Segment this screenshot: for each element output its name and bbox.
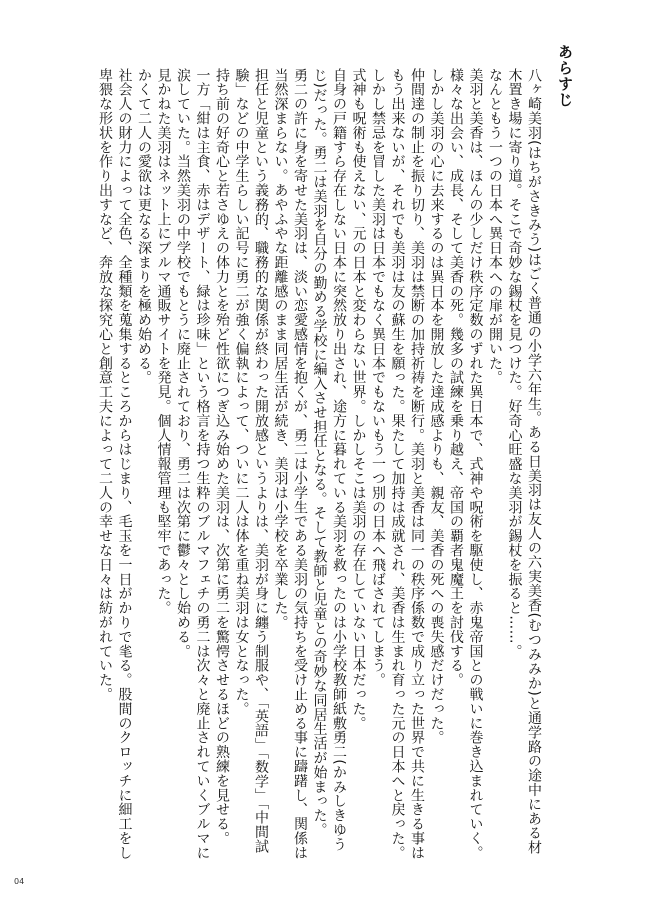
paragraph: しかし美羽の心に去来するのは異日本を開放した達成感よりも、親友、美香の死への喪失感だけだった。 [428, 68, 445, 745]
synopsis-text [97, 68, 543, 868]
paragraph: 持ち前の好奇心と若さゆえの体力とを殆ど性欲につぎ込み始めた美羽は、次第に勇二を驚愕させるほどの熟練を見せる。 [214, 68, 230, 846]
paragraph: 八ヶ崎美羽(はちがさきみう)はごく普通の小学六年生。ある日美羽は友人の六実美香(むつみみか)と通学路の途中にある材木置き場に寄り道。そこで奇妙な錫杖を見つけた。好奇心旺盛な美羽が錫杖を振ると……。 [506, 68, 542, 855]
paragraph: 一方「紺は主食、赤はデザート、緑は珍味」という格言を持つ生粋のブルマフェチの勇二は次々と廃止されていくブルマに涙していた。当然美羽の中学校でもとうに廃止されており、勇二は次第に鬱々とし始める。 [175, 68, 211, 860]
paragraph: 自身の戸籍すら存在しない日本に突然放り出され、途方に暮れている美羽を救ったのは小学校教師紙敷勇二(かみしきゆうじ)だった。勇二は美羽を自分の勤める学校に編入させ担任となる。そして教師と児童との奇妙な同居生活が始まった。 [311, 68, 347, 852]
paragraph: 仲間達の制止を振り切り、美羽は禁断の加持祈祷を断行。美羽と美香は同一の秩序係数で成り立った世界で共に生きる事はもう出来ないが、それでも美羽は友の蘇生を願った。果たして加持は成就され、美香は生まれ育った元の日本へと戻った。 [389, 68, 425, 860]
paragraph: 式神も呪術も使えない、元の日本と変わらない世界。しかしそこは美羽の存在していない日本だった。 [350, 68, 367, 731]
paragraph: 様々な出会い、成長、そして美香の死。幾多の試練を乗り越え、帝国の覇者鬼魔王を討伐する。 [448, 68, 464, 688]
paragraph: 勇二の許に身を寄せた美羽は、淡い恋愛感情を抱くが、勇二は小学生である美羽の気持ちを受け止める事に躊躇し、関係は当然深まらない。あやふやな距離感のまま同居生活が続き、美羽は小学校を卒業した。 [272, 68, 308, 860]
paragraph: しかし禁忌を冒した美羽は日本でもなく異日本でもないもう一つ別の日本へ飛ばされてしまう。 [370, 68, 386, 688]
paragraph: 担任と児童という義務的、職務的な関係が終わった開放感というよりは、美羽が身に纏う制服や、「英語」「数学」「中間試験」などの中学生らしい記号に勇二が強く偏執によって、ついに二人は体を重ね美羽は女となった。 [233, 68, 269, 854]
paragraph: なんともう一つの日本へ異日本への扉が開いた。 [487, 68, 503, 385]
page-title: あらすじ [556, 44, 574, 108]
paragraph: 見かねた美羽はネット上にブルマ通販サイトを発見。個人情報管理も堅牢であった。 [155, 68, 172, 616]
page-number: 04 [14, 877, 25, 886]
paragraph: かくて二人の愛欲は更なる深まりを極め始める。 [136, 68, 152, 385]
paragraph: 美羽と美香は、ほんの少しだけ秩序定数のずれた異日本で、式神や呪術を駆使し、赤鬼帝国との戦いに巻き込まれていく。 [467, 68, 484, 860]
paragraph: 社会人の財力によって全色、全種類を蒐集するところからはじまり、毛玉を一日がかりで毟る。股間のクロッチに細工をし卑猥な形状を作り出すなど、奔放な探究心と創意工夫によって二人の幸せな日々は紡がれていた。 [97, 68, 133, 860]
